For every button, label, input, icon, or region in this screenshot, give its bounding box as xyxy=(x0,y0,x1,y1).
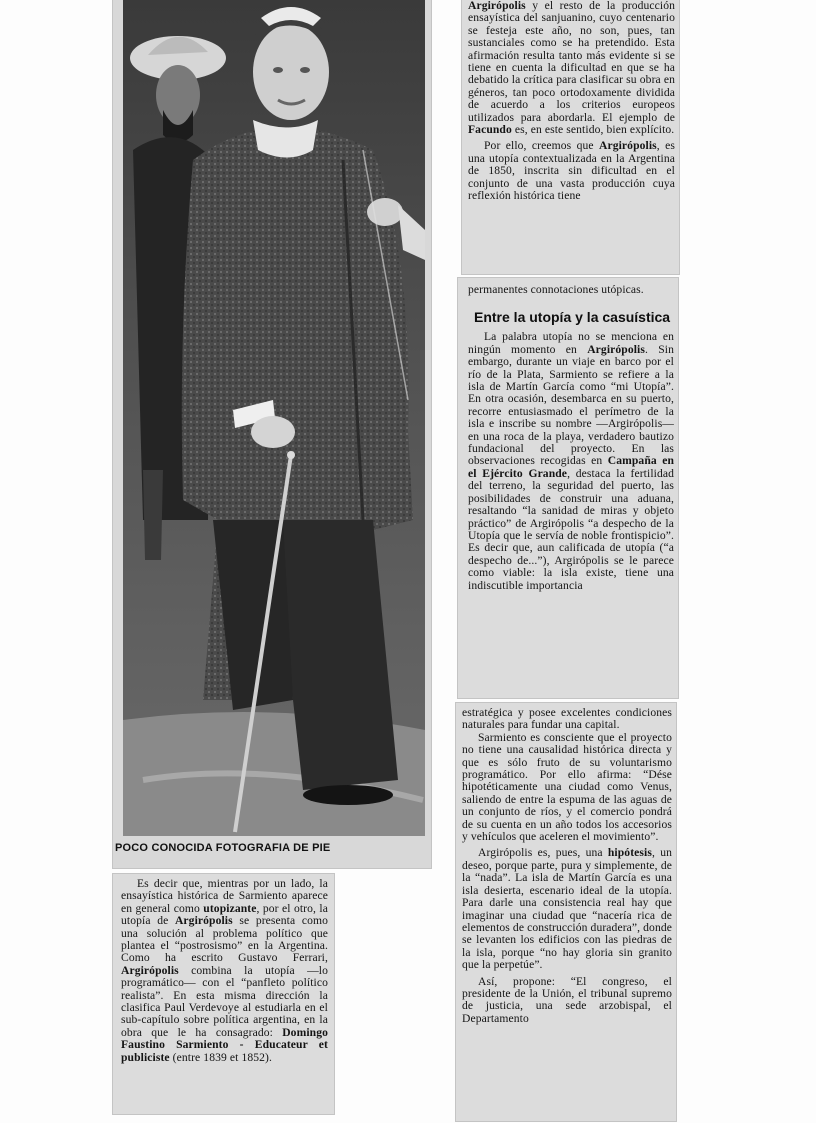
paragraph: Es decir que, mientras por un lado, la ensayística histórica de Sarmiento aparece en general como utopizante, por el otro, la utopía de Argirópolis se presenta como una solución al problema político que plantea el “postrosismo” en la Argentina. Como ha escrito Gustavo Ferrari, Argirópolis combina la utopía —lo programático— con el “panfleto político realista”. En esta misma dirección la clasifica Paul Verdevoye al estudiarla en el sub-capítulo sobre política argentina, en la obra que le ha consagrado: Domingo Faustino Sarmiento - Educateur et publiciste (entre 1839 et 1852). xyxy=(121,877,329,1064)
paragraph: Por ello, creemos que Argirópolis, es una utopía contextualizada en la Argentina de 1850, inscrita sin dificultad en el conjunto de una vasta producción cuya reflexión histórica tiene xyxy=(468,139,675,203)
article-column-right-middle xyxy=(458,278,678,698)
bold-text: Argirópolis xyxy=(174,914,233,928)
paragraph: Sarmiento es consciente que el proyecto no tiene una causalidad histórica directa y que es sólo fruto de su voluntarismo programático. Por ello afirma: “Dése hipotéticamente una ciudad como Venus, saliendo de entre la espuma de las aguas de un conjunto de ríos, y el comercio pondrá de su cuenta en un año todos los accesorios y vehículos que aceleren el movimiento”. xyxy=(462,730,672,844)
paragraph: Argirópolis y el resto de la producción ensayística del sanjuanino, cuyo centenario se festeja este año, no son, pues, tan sustanciales como se ha pretendido. Esta afirmación resulta tanto más evidente si se tiene en cuenta la dificultad en que se ha debatido la crítica para clasificar su obra en géneros, tan poco ortodoxamente dividida de acuerdo a los criterios europeos utilizados para abordarla. El ejemplo de Facundo es, en este sentido, bien explícito. xyxy=(468,0,675,137)
bold-text: hipótesis xyxy=(607,846,652,860)
bold-text: Argirópolis xyxy=(468,0,526,12)
paragraph: Argirópolis es, pues, una hipótesis, un deseo, porque parte, pura y simplemente, de la “nada”. La isla de Martín García es una isla desierta, escenario ideal de la utopía. Para darle una consistencia real hay que imaginar una ciudad que “nacería rica de elementos de construcción duradera”, donde se levanten los edificios con las piedras de la isla, porque “no hay gloria sin granito que la perpetúe”. xyxy=(462,846,672,972)
bold-text: Argirópolis xyxy=(121,963,179,977)
paragraph: Así, propone: “El congreso, el presidente de la Unión, el tribunal supremo de justicia, una sede arzobispal, el Departamento xyxy=(462,974,672,1025)
sarmiento-photograph xyxy=(123,0,425,836)
bold-text: Argirópolis xyxy=(587,342,645,356)
paragraph: estratégica y posee excelentes condiciones naturales para fundar una capital. xyxy=(462,706,672,732)
photo-caption: POCO CONOCIDA FOTOGRAFIA DE PIE xyxy=(115,842,331,854)
article-column-right-bottom xyxy=(456,703,676,1121)
section-subheading: Entre la utopía y la casuística xyxy=(474,309,671,326)
paragraph: permanentes connotaciones utópicas. xyxy=(468,283,644,296)
article-column-right-top xyxy=(462,0,679,274)
bold-text: Argirópolis xyxy=(599,139,657,153)
paragraph: La palabra utopía no se menciona en ningún momento en Argirópolis. Sin embargo, durante un viaje en barco por el río de la Plata, Sarmiento se refiere a la isla de Martín García como “mi Utopía”. En otra ocasión, desembarca en su puerto, recorre entusiasmado el perímetro de la isla e inscribe su nombre —Argirópolis— en una roca de la playa, verdadero bautizo fundacional del proyecto. En las observaciones recogidas en Campaña en el Ejército Grande, destaca la fertilidad del terreno, la seguridad del puerto, las posibilidades de construir una aduana, resaltando “la sanidad de miras y objeto práctico” de Argirópolis “a despecho de la Utopía que le servía de noble frontispicio”. Es decir que, aun calificada de utopía (“a despecho de...”), Argirópolis se le parece como viable: la isla existe, tiene una indiscutible importancia xyxy=(468,330,675,592)
bold-text: Domingo Faustino Sarmiento - Educateur et publiciste xyxy=(121,1025,328,1064)
article-column-left-bottom xyxy=(113,874,334,1114)
bold-text: Campaña en el Ejército Grande xyxy=(468,454,674,480)
bold-text: utopizante xyxy=(203,901,257,915)
photo-clipping xyxy=(113,0,431,868)
bold-text: Facundo xyxy=(468,123,512,137)
